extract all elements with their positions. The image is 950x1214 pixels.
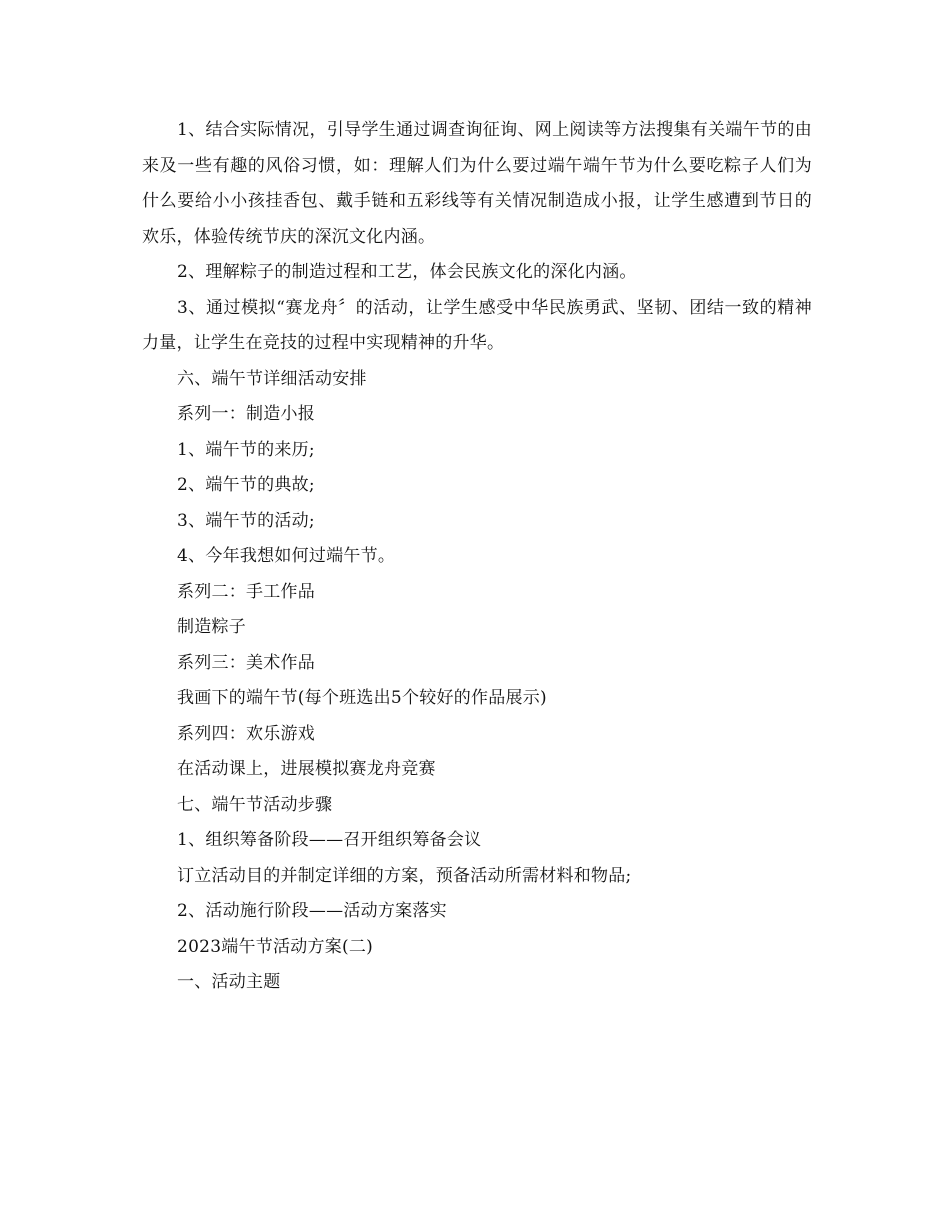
series-2-heading: 系列二：手工作品 [177, 581, 315, 602]
paragraph-goal-3: 3、通过模拟“赛龙舟〞的活动，让学生感受中华民族勇武、坚韧、团结一致的精神力量，让学生在竞技的过程中实现精神的升华。 [142, 297, 812, 353]
list-item: 1、端午节的来历; [177, 439, 315, 460]
series-3-text: 我画下的端午节(每个班选出5个较好的作品展示) [177, 688, 547, 708]
step-2-heading: 2、活动施行阶段——活动方案落实 [177, 901, 447, 921]
series-2-text: 制造粽子 [177, 617, 246, 637]
list-item: 3、端午节的活动; [177, 510, 315, 531]
series-1-heading: 系列一：制造小报 [177, 404, 315, 424]
step-1-text: 订立活动目的并制定详细的方案，预备活动所需材料和物品; [177, 865, 632, 886]
plan-2-title: 2023端午节活动方案(二) [177, 936, 374, 957]
document-body [142, 113, 812, 1001]
step-1-heading: 1、组织筹备阶段——召开组织筹备会议 [177, 830, 482, 850]
list-item: 2、端午节的典故; [177, 475, 315, 495]
paragraph-goal-2: 2、理解粽子的制造过程和工艺，体会民族文化的深化内涵。 [177, 262, 637, 282]
paragraph-goal-1: 1、结合实际情况，引导学生通过调查询征询、网上阅读等方法搜集有关端午节的由来及一些有趣的风俗习惯，如：理解人们为什么要过端午端午节为什么要吃粽子人们为什么要给小小孩挂香包、戴手链和五彩线等有关情况制造成小报，让学生感遭到节日的欢乐，体验传统节庆的深沉文化内涵。 [142, 120, 812, 247]
series-4-text: 在活动课上，进展模拟赛龙舟竞赛 [177, 759, 436, 779]
section-heading-7: 七、端午节活动步骤 [177, 794, 333, 815]
series-3-heading: 系列三：美术作品 [177, 652, 315, 673]
section-heading-1: 一、活动主题 [177, 972, 281, 992]
list-item: 4、今年我想如何过端午节。 [177, 546, 396, 566]
section-heading-6: 六、端午节详细活动安排 [177, 368, 367, 389]
series-4-heading: 系列四：欢乐游戏 [177, 723, 315, 744]
